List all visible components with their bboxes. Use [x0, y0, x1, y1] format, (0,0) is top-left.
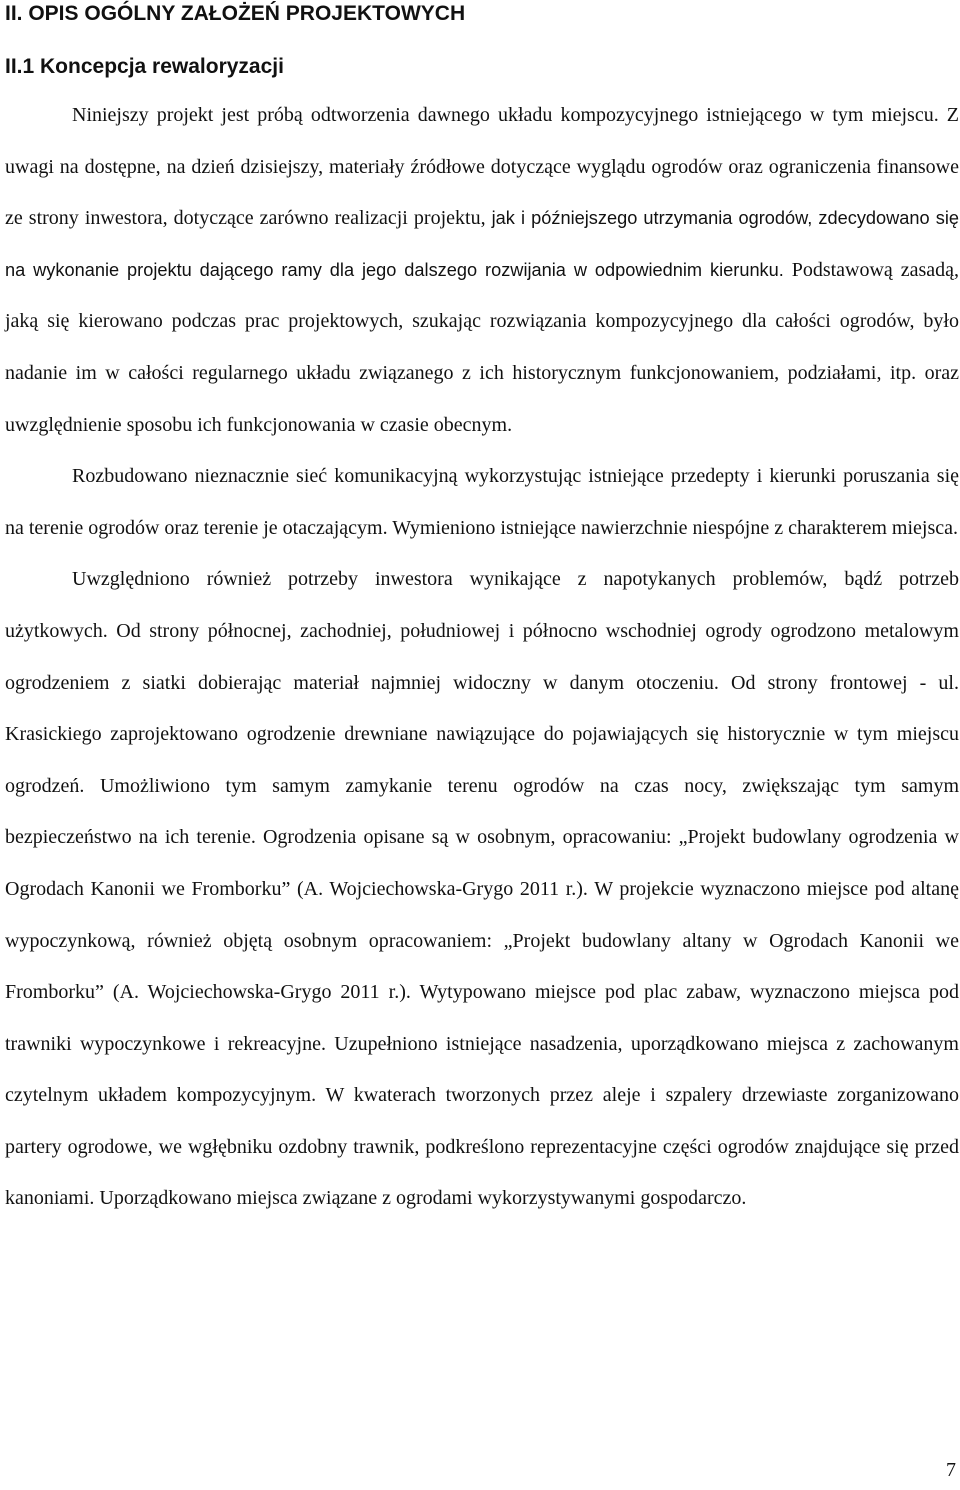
- chapter-heading: II. OPIS OGÓLNY ZAŁOŻEŃ PROJEKTOWYCH: [5, 2, 466, 25]
- body-text: [5, 90, 959, 1225]
- paragraph-concept: [5, 90, 959, 451]
- paragraph-concept-part-2: jak i późniejszego utrzymania ogrodów, zdecydowano się na wykonanie projektu dającego ramy dla jego dalszego rozwijania w odpowiednim kierunku.: [5, 208, 959, 280]
- paragraph-concept-part-3: Podstawową zasadą, jaką się kierowano podczas prac projektowych, szukając rozwiązania kompozycyjnego dla całości ogrodów, było nadanie im w całości regularnego układu związanego z ich historycznym funkcjonowaniem, podziałami, itp. oraz uwzględnienie sposobu ich funkcjonowania w czasie obecnym.: [5, 258, 959, 436]
- paragraph-communication: Rozbudowano nieznacznie sieć komunikacyjną wykorzystując istniejące przedepty i kierunki poruszania się na terenie ogrodów oraz terenie je otaczającym. Wymieniono istniejące nawierzchnie niespójne z charakterem miejsca.: [5, 465, 959, 539]
- paragraph-investor-needs: Uwzględniono również potrzeby inwestora wynikające z napotykanych problemów, bądź potrzeb użytkowych. Od strony północnej, zachodniej, południowej i północno wschodniej ogrody ogrodzono metalowym ogrodzeniem z siatki dobierając materiał najmniej widoczny w danym otoczeniu. Od strony frontowej - ul. Krasickiego zaprojektowano ogrodzenie drewniane nawiązujące do pojawiających się historycznie w tym miejscu ogrodzeń. Umożliwiono tym samym zamykanie terenu ogrodów na czas nocy, zwiększając tym samym bezpieczeństwo na ich terenie. Ogrodzenia opisane są w osobnym, opracowaniu: „Projekt budowlany ogrodzenia w Ogrodach Kanonii we Fromborku” (A. Wojciechowska-Grygo 2011 r.). W projekcie wyznaczono miejsce pod altanę wypoczynkową, również objętą osobnym opracowaniem: „Projekt budowlany altany w Ogrodach Kanonii we Fromborku” (A. Wojciechowska-Grygo 2011 r.). Wytypowano miejsce pod plac zabaw, wyznaczono miejsca pod trawniki wypoczynkowe i rekreacyjne. Uzupełniono istniejące nasadzenia, uporządkowano miejsca z zachowanym czytelnym układem kompozycyjnym. W kwaterach tworzonych przez aleje i szpalery drzewiaste zorganizowano partery ogrodowe, we wgłębniku ozdobny trawnik, podkreślono reprezentacyjne części ogrodów znajdujące się przed kanoniami. Uporządkowano miejsca związane z ogrodami wykorzystywanymi gospodarczo.: [5, 568, 959, 1210]
- paragraph-concept-part-1: Niniejszy projekt jest próbą odtworzenia dawnego układu kompozycyjnego istniejącego w tym miejscu. Z uwagi na dostępne, na dzień dzisiejszy, materiały źródłowe dotyczące wyglądu ogrodów oraz ograniczenia finansowe ze strony inwestora, dotyczące zarówno realizacji projektu,: [5, 104, 959, 230]
- section-heading: II.1 Koncepcja rewaloryzacji: [5, 55, 284, 78]
- page-number: 7: [946, 1459, 956, 1481]
